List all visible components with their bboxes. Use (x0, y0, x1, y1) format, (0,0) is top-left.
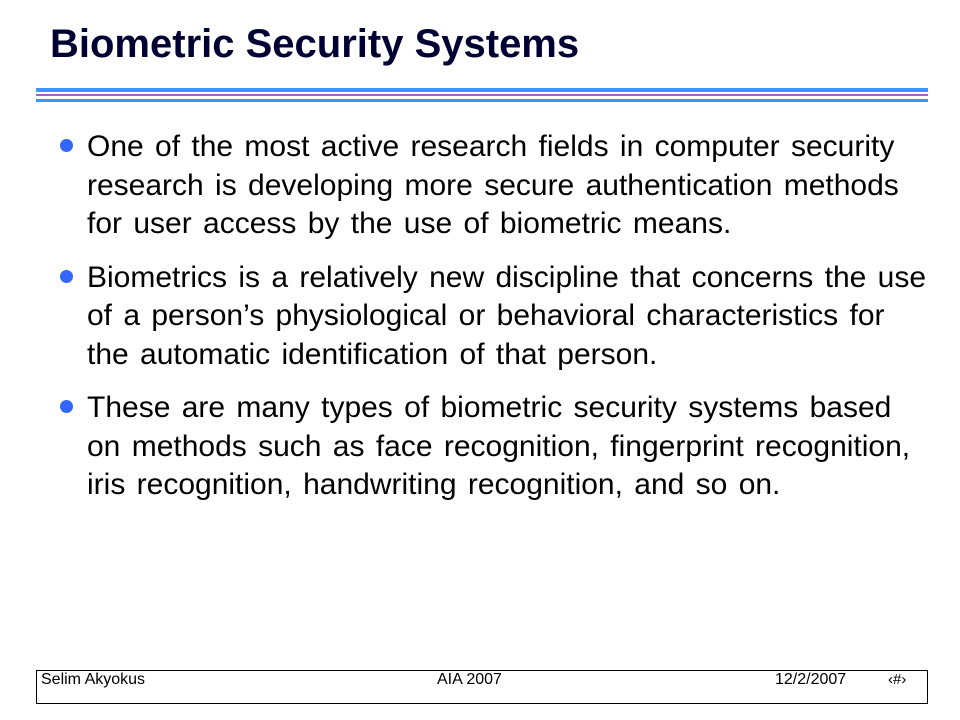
footer-page-number: ‹#› (888, 671, 907, 688)
bullet-dot-icon (60, 270, 73, 283)
footer-author: Selim Akyokus (41, 671, 146, 688)
bullet-dot-icon (60, 139, 73, 152)
title-underline-rule (36, 99, 928, 102)
slide-footer (36, 670, 928, 704)
bullet-item (60, 128, 930, 244)
bullet-item (60, 259, 930, 375)
bullet-item (60, 389, 930, 505)
bullet-text: Biometrics is a relatively new discipline that concerns the use of a person’s physiological or behavioral characteristics for the automatic identification of that person. (87, 260, 927, 371)
footer-event: AIA 2007 (437, 671, 502, 688)
bullet-list (60, 128, 930, 520)
bullet-text: These are many types of biometric security systems based on methods such as face recognition, fingerprint recognition, iris recognition, handwriting recognition, and so on. (87, 391, 911, 501)
title-underline-rule (36, 94, 928, 96)
title-underline-rule (36, 88, 928, 92)
bullet-text: One of the most active research fields in computer security research is developing more secure authentication methods for user access by the use of biometric means. (87, 130, 899, 240)
bullet-dot-icon (60, 400, 73, 413)
slide-title: Biometric Security Systems (50, 22, 580, 66)
footer-date: 12/2/2007 (775, 671, 847, 688)
